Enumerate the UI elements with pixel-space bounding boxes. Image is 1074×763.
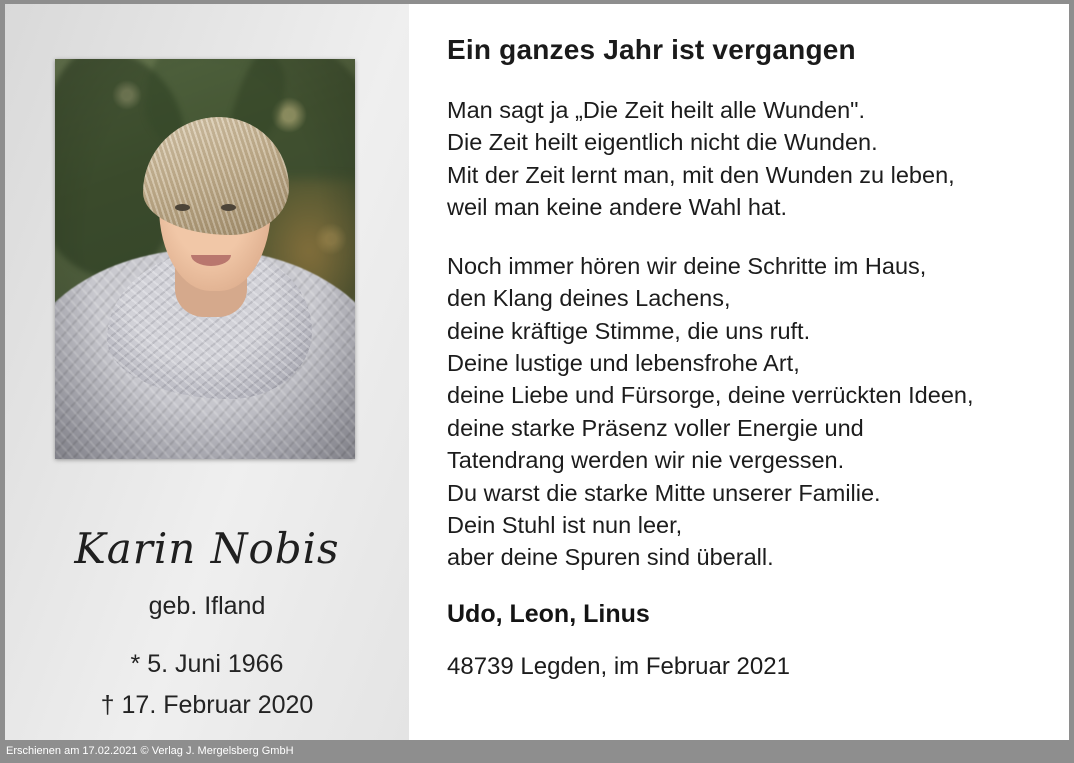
verse-line: deine kräftige Stimme, die uns ruft.: [447, 317, 811, 344]
verse-line: Man sagt ja „Die Zeit heilt alle Wunden".: [447, 97, 866, 123]
place-and-date: 48739 Legden, im Februar 2021: [447, 652, 790, 680]
verse-line: Deine lustige und lebensfrohe Art,: [447, 349, 800, 376]
verse-line: Du warst die starke Mitte unserer Familie.: [447, 479, 881, 506]
portrait-photo-image: [55, 59, 355, 459]
verse-line: den Klang deines Lachens,: [447, 285, 731, 312]
deceased-maiden-name: geb. Ifland: [148, 592, 266, 620]
birth-date: * 5. Juni 1966: [130, 650, 284, 678]
mourners-signature: Udo, Leon, Linus: [447, 599, 650, 628]
verse-line: Tatendrang werden wir nie vergessen.: [447, 447, 845, 474]
obituary-card: [5, 4, 1069, 740]
verse-line: aber deine Spuren sind überall.: [447, 544, 774, 571]
verse-line: Mit der Zeit lernt man, mit den Wunden zu leben,: [447, 161, 955, 188]
memorial-right-panel: [409, 4, 1069, 740]
portrait-vignette: [55, 59, 355, 459]
verse-line: Dein Stuhl ist nun leer,: [447, 512, 683, 539]
verse-line: weil man keine andere Wahl hat.: [447, 194, 788, 221]
verse-line: Die Zeit heilt eigentlich nicht die Wunden.: [447, 129, 878, 156]
portrait-photo: [55, 59, 355, 459]
verse-line: deine starke Präsenz voller Energie und: [447, 414, 864, 441]
headline: Ein ganzes Jahr ist vergangen: [447, 34, 856, 65]
verse-paragraph-1: [447, 94, 1035, 224]
death-date: † 17. Februar 2020: [100, 690, 314, 719]
verse-line: Noch immer hören wir deine Schritte im Haus,: [447, 252, 927, 279]
deceased-name: Karin Nobis: [74, 524, 340, 573]
memorial-left-panel: [5, 4, 409, 740]
life-dates: [5, 644, 409, 725]
verse-paragraph-2: [447, 250, 1035, 574]
publication-credit: Erschienen am 17.02.2021 © Verlag J. Mergelsberg GmbH: [0, 740, 1074, 763]
verse-line: deine Liebe und Fürsorge, deine verrückten Ideen,: [447, 382, 974, 409]
